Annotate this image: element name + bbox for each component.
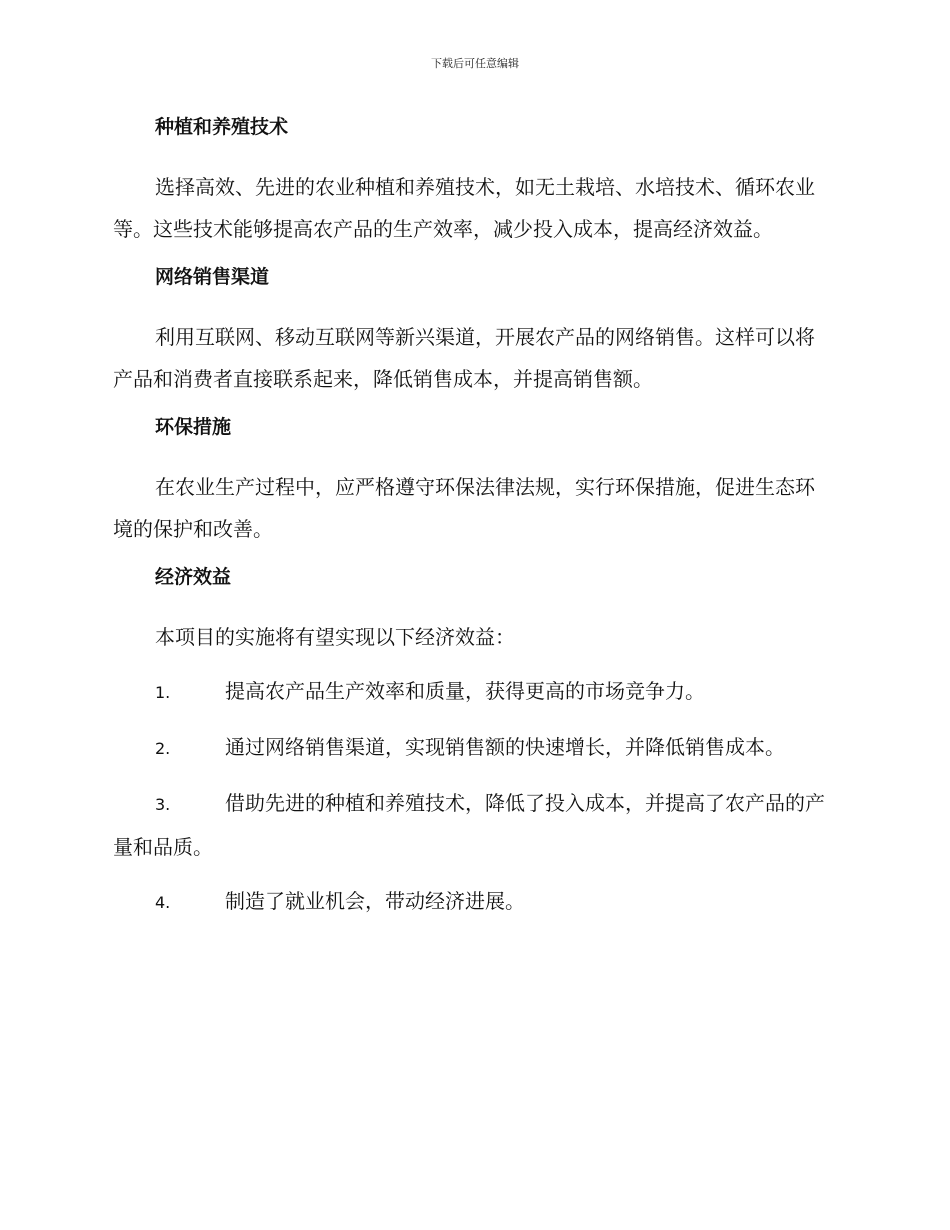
section-paragraph: 在农业生产过程中，应严格遵守环保法律法规，实行环保措施，促进生态环境的保护和改善。 [113, 475, 815, 541]
list-item [113, 726, 833, 770]
document-body [113, 112, 833, 936]
list-number: 4. [155, 893, 171, 912]
section-heading: 经济效益 [155, 566, 232, 588]
list-item [113, 782, 833, 868]
section-paragraph: 利用互联网、移动互联网等新兴渠道，开展农产品的网络销售。这样可以将产品和消费者直接联系起来，降低销售成本，并提高销售额。 [113, 325, 815, 391]
list-number: 1. [155, 683, 171, 702]
list-number: 3. [155, 795, 171, 814]
section-paragraph: 本项目的实施将有望实现以下经济效益： [155, 625, 515, 649]
section-heading: 网络销售渠道 [155, 266, 270, 288]
list-item [113, 670, 833, 714]
list-text: 提高农产品生产效率和质量，获得更高的市场竞争力。 [225, 679, 705, 703]
list-text: 通过网络销售渠道，实现销售额的快速增长，并降低销售成本。 [225, 735, 785, 759]
list-number: 2. [155, 739, 171, 758]
section-heading: 种植和养殖技术 [155, 116, 289, 138]
header-note: 下载后可任意编辑 [431, 57, 519, 70]
list-item [113, 880, 833, 924]
list-text: 制造了就业机会，带动经济进展。 [225, 889, 525, 913]
list-text: 借助先进的种植和养殖技术，降低了投入成本，并提高了农产品的产量和品质。 [113, 791, 825, 859]
section-heading: 环保措施 [155, 416, 232, 438]
section-paragraph: 选择高效、先进的农业种植和养殖技术，如无土栽培、水培技术、循环农业等。这些技术能够提高农产品的生产效率，减少投入成本，提高经济效益。 [113, 175, 815, 241]
